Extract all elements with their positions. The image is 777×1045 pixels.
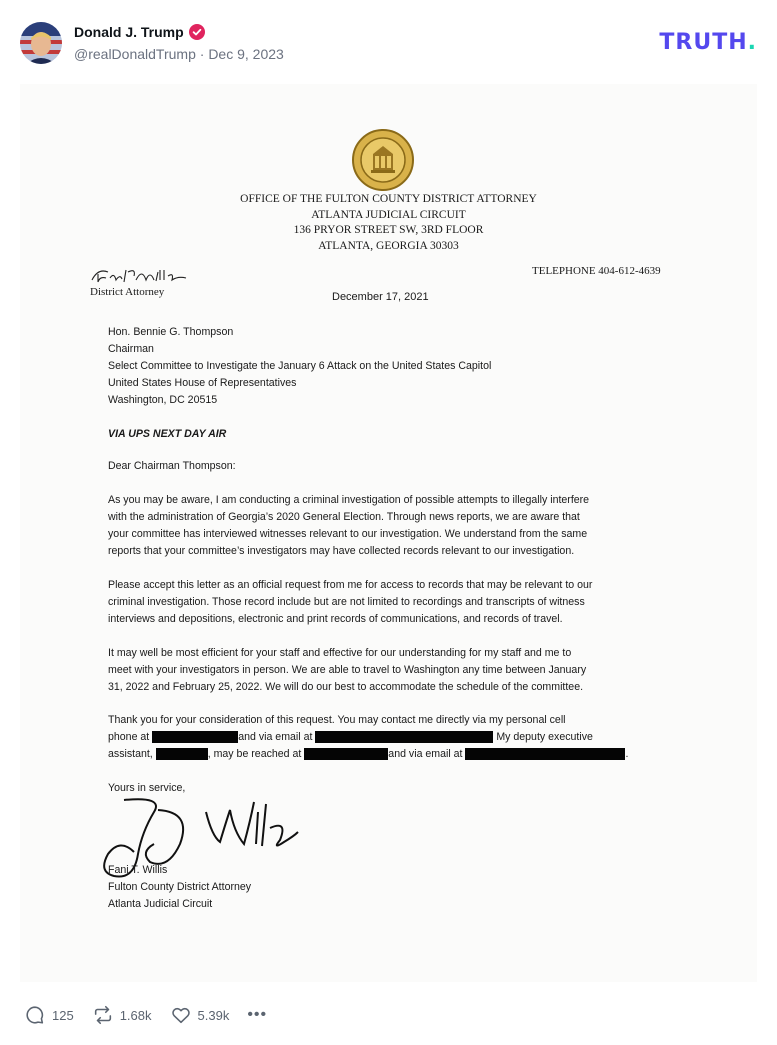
letter-image[interactable] [20,84,757,982]
paragraph-line: your committee has interviewed witnesses relevant to our investigation. We understand from the same [108,528,588,540]
paragraph-2 [108,577,592,628]
redaction-bar [315,731,493,743]
signer-circuit: Atlanta Judicial Circuit [108,898,213,910]
post-meta [74,46,284,62]
office-line: ATLANTA JUDICIAL CIRCUIT [311,208,466,221]
delivery-method: VIA UPS NEXT DAY AIR [108,428,227,440]
recipient-address [108,324,491,409]
paragraph-1 [108,492,589,560]
author-name[interactable]: Donald J. Trump [74,24,184,40]
brand-text: TRUTH [659,30,748,55]
paragraph-line: Thank you for your consideration of this request. You may contact me directly via my personal cell [108,714,566,726]
redaction-bar [465,748,625,760]
salutation: Dear Chairman Thompson: [108,460,236,472]
signer-title: Fulton County District Attorney [108,881,252,893]
telephone: TELEPHONE 404-612-4639 [532,265,661,277]
office-heading [20,192,757,254]
closing: Yours in service, [108,782,186,794]
reply-count: 125 [52,1007,74,1023]
paragraph-line: criminal investigation. Those record include but are not limited to recordings and transcripts of witness [108,596,585,608]
paragraph-line: meet with your investigators in person. We are able to travel to Washington any time between January [108,664,587,676]
retruth-icon [92,1004,114,1026]
da-title: District Attorney [90,286,165,298]
paragraph-line: Please accept this letter as an official request from me for access to records that may be relevant to our [108,579,593,591]
redaction-bar [304,748,388,760]
text-fragment: My deputy executive [496,731,593,743]
paragraph-line: with the administration of Georgia’s 2020 General Election. Through news reports, we are aware that [108,511,580,523]
address-line: Chairman [108,343,154,355]
fani-willis-header-signature [90,266,190,286]
text-fragment: and via email at [388,748,463,760]
paragraph-line [108,729,628,746]
paragraph-line: reports that your committee’s investigators may have collected records relevant to our investigation. [108,545,575,557]
paragraph-4 [108,712,628,763]
text-fragment: , may be reached at [207,748,302,760]
author-block [74,22,284,62]
redaction-bar [156,748,208,760]
paragraph-line: 31, 2022 and February 25, 2022. We will do our best to accommodate the schedule of the committee. [108,681,584,693]
signature-block [108,862,251,913]
address-line: Washington, DC 20515 [108,394,218,406]
post-actions [24,1002,267,1028]
verified-badge-icon [189,24,205,40]
meta-separator: · [199,46,205,62]
post-header [0,0,777,80]
text-fragment: and via email at [238,731,313,743]
office-line: OFFICE OF THE FULTON COUNTY DISTRICT ATTORNEY [240,193,537,205]
address-line: United States House of Representatives [108,377,297,389]
retruth-count: 1.68k [119,1007,152,1023]
author-handle[interactable]: @realDonaldTrump [74,46,196,62]
paragraph-line [108,746,628,763]
like-button[interactable] [170,1004,230,1026]
text-fragment: . [625,748,629,760]
office-line: 136 PRYOR STREET SW, 3RD FLOOR [293,224,484,236]
retruth-button[interactable] [92,1004,152,1026]
seal-logo [351,128,415,192]
avatar-image [20,22,62,64]
paragraph-3 [108,645,586,696]
avatar[interactable] [20,22,62,64]
more-icon[interactable]: ••• [247,1006,268,1023]
address-line: Hon. Bennie G. Thompson [108,326,234,338]
brand-dot: . [747,30,757,55]
reply-button[interactable] [24,1004,74,1026]
reply-icon [24,1004,46,1026]
letter-date: December 17, 2021 [332,291,429,303]
redaction-bar [152,731,238,743]
text-fragment: assistant, [108,748,153,760]
paragraph-line: As you may be aware, I am conducting a criminal investigation of possible attempts to illegally interfere [108,494,590,506]
text-fragment: phone at [108,731,150,743]
paragraph-line: It may well be most efficient for your staff and effective for our understanding for my staff and me to [108,647,572,659]
office-line: ATLANTA, GEORGIA 30303 [318,239,459,252]
signer-name: Fani T. Willis [108,864,168,876]
address-line: Select Committee to Investigate the January 6 Attack on the United States Capitol [108,360,492,372]
like-count: 5.39k [197,1007,230,1023]
truth-logo[interactable] [659,30,757,55]
like-icon [170,1004,192,1026]
paragraph-line: interviews and depositions, electronic and print records of communications, and records of travel. [108,613,563,625]
post-date[interactable]: Dec 9, 2023 [208,46,284,62]
